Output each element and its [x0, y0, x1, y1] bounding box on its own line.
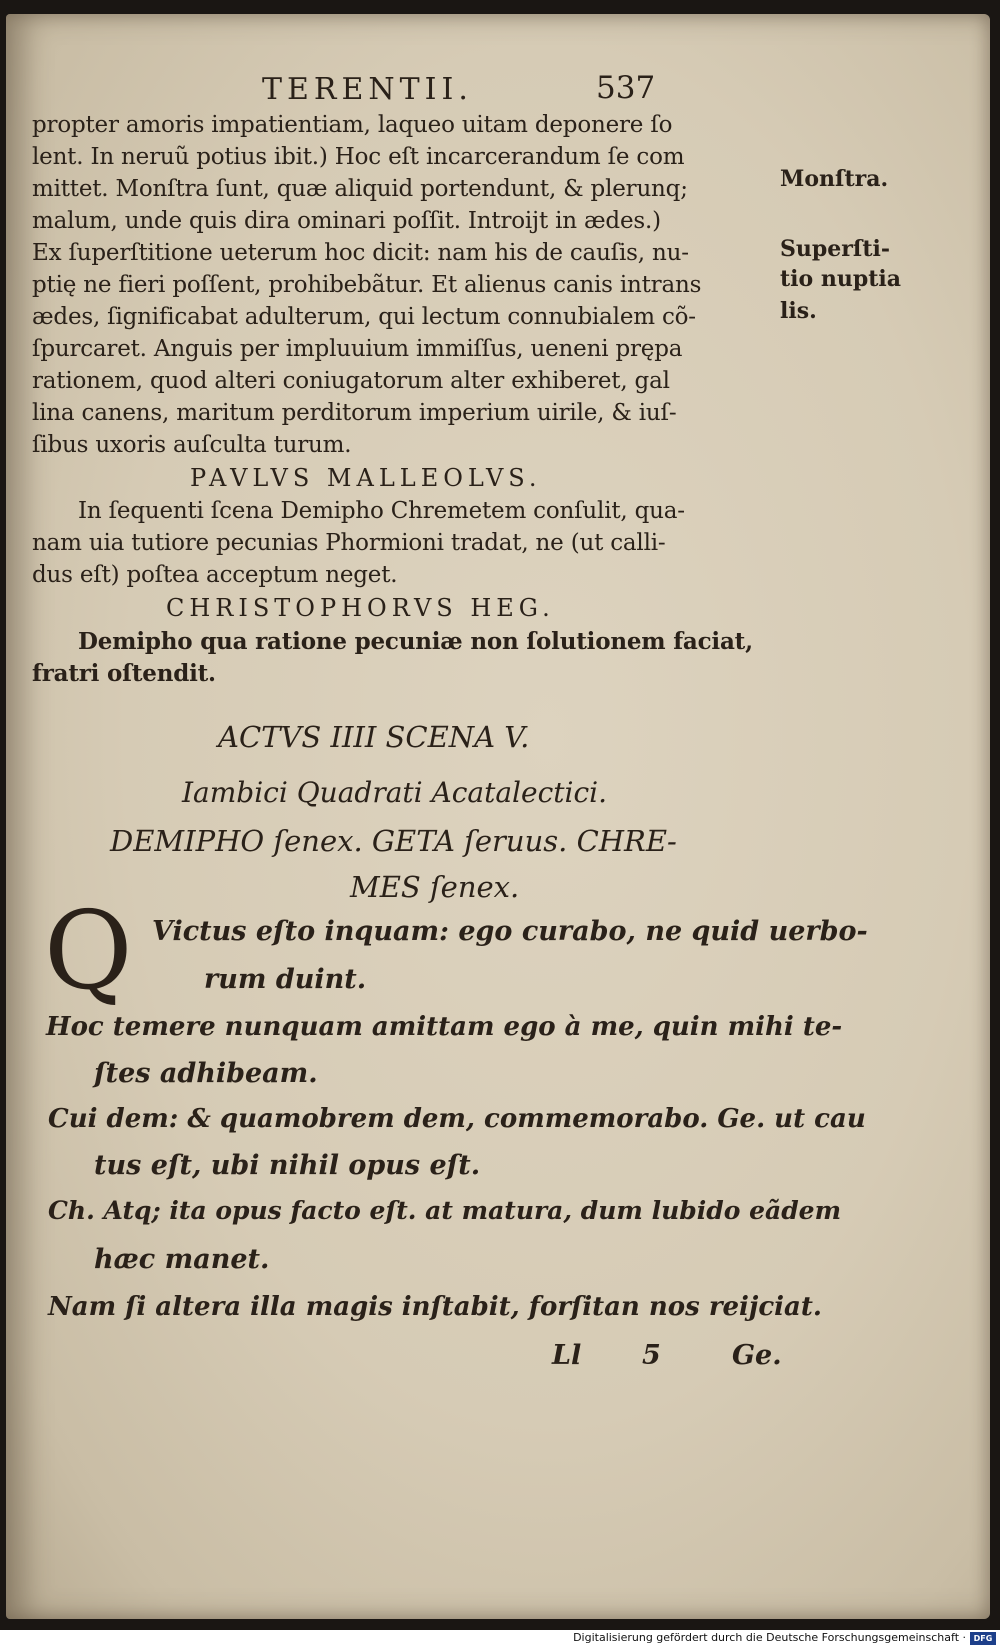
margin-note: Superſti‑ — [780, 236, 890, 262]
verse-line: Cui dem: & quamobrem dem, commemorabo. Ge. ut cau — [48, 1104, 866, 1134]
commentary-line: rationem, quod alteri coniugatorum alter exhiberet, gal — [32, 368, 670, 394]
signature-mark: Ll — [552, 1340, 582, 1371]
verse-line: Ch. Atq; ita opus facto eſt. at matura, dum lubido eãdem — [48, 1196, 842, 1225]
margin-note: lis. — [780, 298, 817, 324]
verse-line: Victus eſto inquam: ego curabo, ne quid uerbo‑ — [152, 916, 868, 947]
verse-line: hæc manet. — [94, 1244, 270, 1275]
commentary-line: ptię ne fieri poſſent, prohibebãtur. Et alienus canis intrans — [32, 272, 702, 298]
drop-cap-initial: Q — [44, 889, 133, 1014]
commentary-line: lina canens, maritum perditorum imperium uirile, & iuſ‑ — [32, 400, 677, 426]
verse-line: tus eſt, ubi nihil opus eſt. — [94, 1150, 481, 1181]
meter-heading: Iambici Quadrati Acatalectici. — [182, 776, 608, 809]
commentary-line: lent. In neruũ potius ibit.) Hoc eſt incarcerandum ſe com — [32, 144, 685, 170]
page-number: 537 — [596, 70, 656, 106]
commentary-line: malum, unde quis dira ominari poſſit. Introijt in ædes.) — [32, 208, 661, 234]
running-head-title: TERENTII. — [262, 72, 473, 107]
signature-number: 5 — [642, 1340, 661, 1371]
scene-heading: ACTVS IIII SCENA V. — [218, 720, 530, 754]
summary-line: Demipho qua ratione pecuniæ non ſolutionem faciat, — [78, 628, 753, 655]
margin-note: Monſtra. — [780, 166, 889, 192]
commentary-line: mittet. Monſtra ſunt, quæ aliquid portendunt, & plerunq; — [32, 176, 688, 202]
commentator-name: CHRISTOPHORVS HEG. — [166, 594, 555, 622]
catchword: Ge. — [732, 1340, 782, 1371]
commentary-line: ædes, ſignificabat adulterum, qui lectum connubialem cõ‑ — [32, 304, 696, 330]
summary-line: nam uia tutiore pecunias Phormioni tradat, ne (ut calli‑ — [32, 530, 666, 556]
persons-line: MES ſenex. — [350, 870, 520, 904]
commentator-name: PAVLVS MALLEOLVS. — [190, 464, 542, 492]
margin-note: tio nuptia — [780, 266, 901, 292]
verse-line: rum duint. — [204, 964, 367, 995]
persons-line: DEMIPHO ſenex. GETA ſeruus. CHRE‑ — [110, 824, 677, 858]
verse-line: Nam ſi altera illa magis inſtabit, forſitan nos reijciat. — [48, 1292, 822, 1322]
summary-line: In ſequenti ſcena Demipho Chremetem conſulit, qua‑ — [78, 498, 685, 524]
dfg-logo: DFG — [970, 1632, 996, 1645]
summary-line: dus eſt) poſtea acceptum neget. — [32, 562, 398, 588]
commentary-line: ſibus uxoris auſculta turum. — [32, 432, 352, 458]
commentary-line: propter amoris impatientiam, laqueo uitam deponere ſo — [32, 112, 673, 138]
commentary-line: ſpurcaret. Anguis per impluuium immiſſus, ueneni prępa — [32, 336, 683, 362]
funding-credit: Digitalisierung gefördert durch die Deutsche Forschungsgemeinschaft · — [573, 1631, 966, 1644]
verse-line: Hoc temere nunquam amittam ego à me, quin mihi te‑ — [46, 1012, 843, 1042]
verse-line: ſtes adhibeam. — [94, 1058, 318, 1089]
commentary-line: Ex ſuperſtitione ueterum hoc dicit: nam his de cauſis, nu‑ — [32, 240, 689, 266]
summary-line: fratri oſtendit. — [32, 660, 216, 687]
